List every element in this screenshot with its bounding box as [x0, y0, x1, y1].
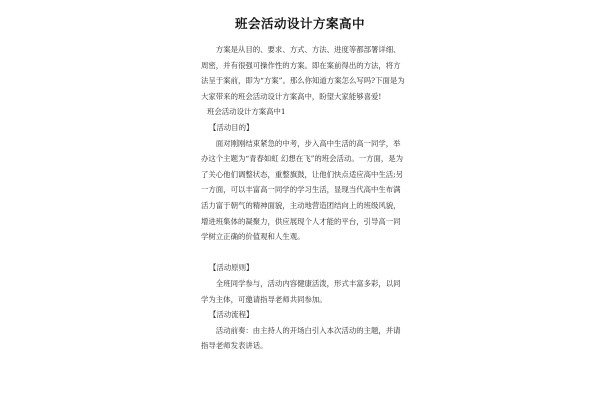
principle-paragraph: 全班同学参与，活动内容健康活泼，形式丰富多彩，以同学为主体，可邀请指导老师共同参加。 — [201, 278, 401, 304]
section-subtitle: 班会活动设计方案高中1 — [207, 107, 286, 117]
purpose-paragraph: 面对刚刚结束紧急的中考，步入高中生活的高一同学，举办这个主题为“青春如虹 幻想在飞”的班会活动。一方面，是为了关心他们调整状态，重整旗鼓，让他们快点适应高中生活;另一方面，可以丰富高一同学的学习生活，显现当代高中生布满活力富于朝气的精神面貌，主动地营造团结向上的班级风貌，增进班集体的凝聚力，供应展现个人才能的平台，引导高一同学树立正确的价值观和人生观。 — [201, 138, 404, 242]
document-body — [201, 42, 407, 354]
section-heading-principle: 【活动原则】 — [209, 263, 254, 273]
paragraph-spacer — [201, 245, 407, 261]
process-paragraph: 活动前奏：由主持人的开场白引入本次活动的主题，并请指导老师发表讲话。 — [201, 325, 401, 351]
section-heading-process: 【活动流程】 — [209, 310, 254, 320]
document-title: 班会活动设计方案高中 — [234, 16, 365, 31]
section-heading-purpose: 【活动目的】 — [209, 122, 254, 132]
intro-paragraph: 方案是从目的、要求、方式、方法、进度等都部署详细、周密，并有很强可操作性的方案。即在案前得出的方法，将方法呈于案前，即为“方案”。那么你知道方案怎么写吗?下面是为大家带来的班会活动设计方案高中，盼望大家能够喜爱! — [201, 45, 405, 101]
